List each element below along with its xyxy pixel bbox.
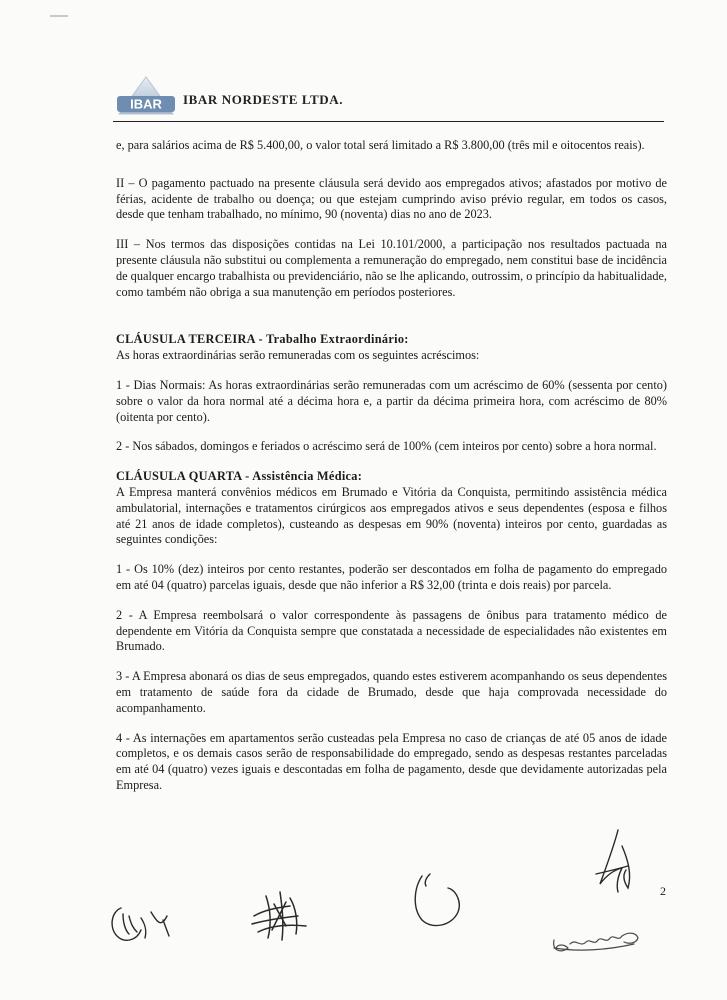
paragraph-iii: III – Nos termos das disposições contidas na Lei 10.101/2000, a participação nos resultados pactuada na presente cláusula não substitui ou complementa a remuneração do empregado, nem constitui base de incidência de qualquer encargo trabalhista ou previdenciário, não se lhe aplicando, outrossim, o princípio da habitualidade, como também não obriga a sua manutenção em períodos posteriores. [116, 237, 667, 299]
clause-fourth-title [116, 469, 667, 485]
signature-center [246, 886, 316, 946]
signature-bottom-right [548, 918, 644, 958]
clause-third-item-2: 2 - Nos sábados, domingos e feriados o acréscimo será de 100% (cem inteiros por cento) sobre a hora normal. [116, 439, 657, 454]
signature-left [107, 898, 177, 948]
clause-third-subtitle: Trabalho Extraordinário: [266, 332, 409, 347]
clause-fourth-item-2: 2 - A Empresa reembolsará o valor correspondente às passagens de ônibus para tratamento médico de dependente em Vitória da Conquista sempre que constatada a necessidade de especialidades não existentes em Brumado. [116, 607, 667, 654]
clause-third-item-1: 1 - Dias Normais: As horas extraordinárias serão remuneradas com um acréscimo de 60% (sessenta por cento) sobre o valor da hora normal até a décima hora e, a partir da décima primeira hora, com acréscimo de 80% (oitenta por cento). [116, 377, 667, 424]
clause-fourth-subtitle: Assistência Médica: [252, 469, 363, 484]
clause-fourth-item-4: 4 - As internações em apartamentos serão custeadas pela Empresa no caso de crianças de até 05 anos de idade completos, e os demais casos serão de responsabilidade do empregado, sendo as despesas restantes parceladas em até 04 (quatro) vezes iguais e descontadas em folha de pagamento, desde que devidamente autorizadas pela Empresa. [116, 730, 667, 792]
clause-fourth-intro: A Empresa manterá convênios médicos em Brumado e Vitória da Conquista, permitindo assistência médica ambulatorial, internações e tratamentos cirúrgicos aos empregados ativos e seus dependentes (esposa e filhos até 21 anos de idade completos), custeando as despesas em 90% (noventa) inteiros por cento, guardadas as seguintes condições: [116, 484, 667, 547]
clause-fourth-label: CLÁUSULA QUARTA - [116, 469, 253, 484]
signature-right-top [588, 826, 648, 896]
paragraph-ii: II – O pagamento pactuado na presente cláusula será devido aos empregados ativos; afastados por motivo de férias, acidente de trabalho ou doença; ou que estejam cumprindo aviso prévio regular, em todos os casos, desde que tenham trabalhado, no mínimo, 90 (noventa) dias no ano de 2023. [116, 175, 667, 222]
paragraph-intro: e, para salários acima de R$ 5.400,00, o valor total será limitado a R$ 3.800,00 (três mil e oitocentos reais). [116, 138, 645, 152]
logo-text: IBAR [130, 96, 162, 112]
company-logo [113, 74, 179, 122]
clause-third-intro: As horas extraordinárias serão remuneradas com os seguintes acréscimos: [116, 348, 480, 363]
letterhead [113, 70, 673, 126]
signature-oval [408, 868, 464, 930]
document-body [116, 138, 667, 794]
clause-third-title [116, 332, 667, 348]
scan-artifact [50, 15, 68, 17]
page-number: 2 [660, 884, 666, 898]
company-name: IBAR NORDESTE LTDA. [183, 92, 344, 107]
header-divider [113, 121, 664, 122]
clause-fourth-item-3: 3 - A Empresa abonará os dias de seus empregados, quando estes estiverem acompanhando os seus dependentes em tratamento de saúde fora da cidade de Brumado, desde que haja comprovada necessidade do acompanhamento. [116, 669, 667, 715]
clause-third-label: CLÁUSULA TERCEIRA - [116, 332, 267, 347]
clause-fourth-item-1: 1 - Os 10% (dez) inteiros por cento restantes, poderão ser descontados em folha de pagamento do empregado em até 04 (quatro) parcelas iguais, desde que não inferior a R$ 32,00 (trinta e dois reais) por parcela. [116, 562, 667, 592]
